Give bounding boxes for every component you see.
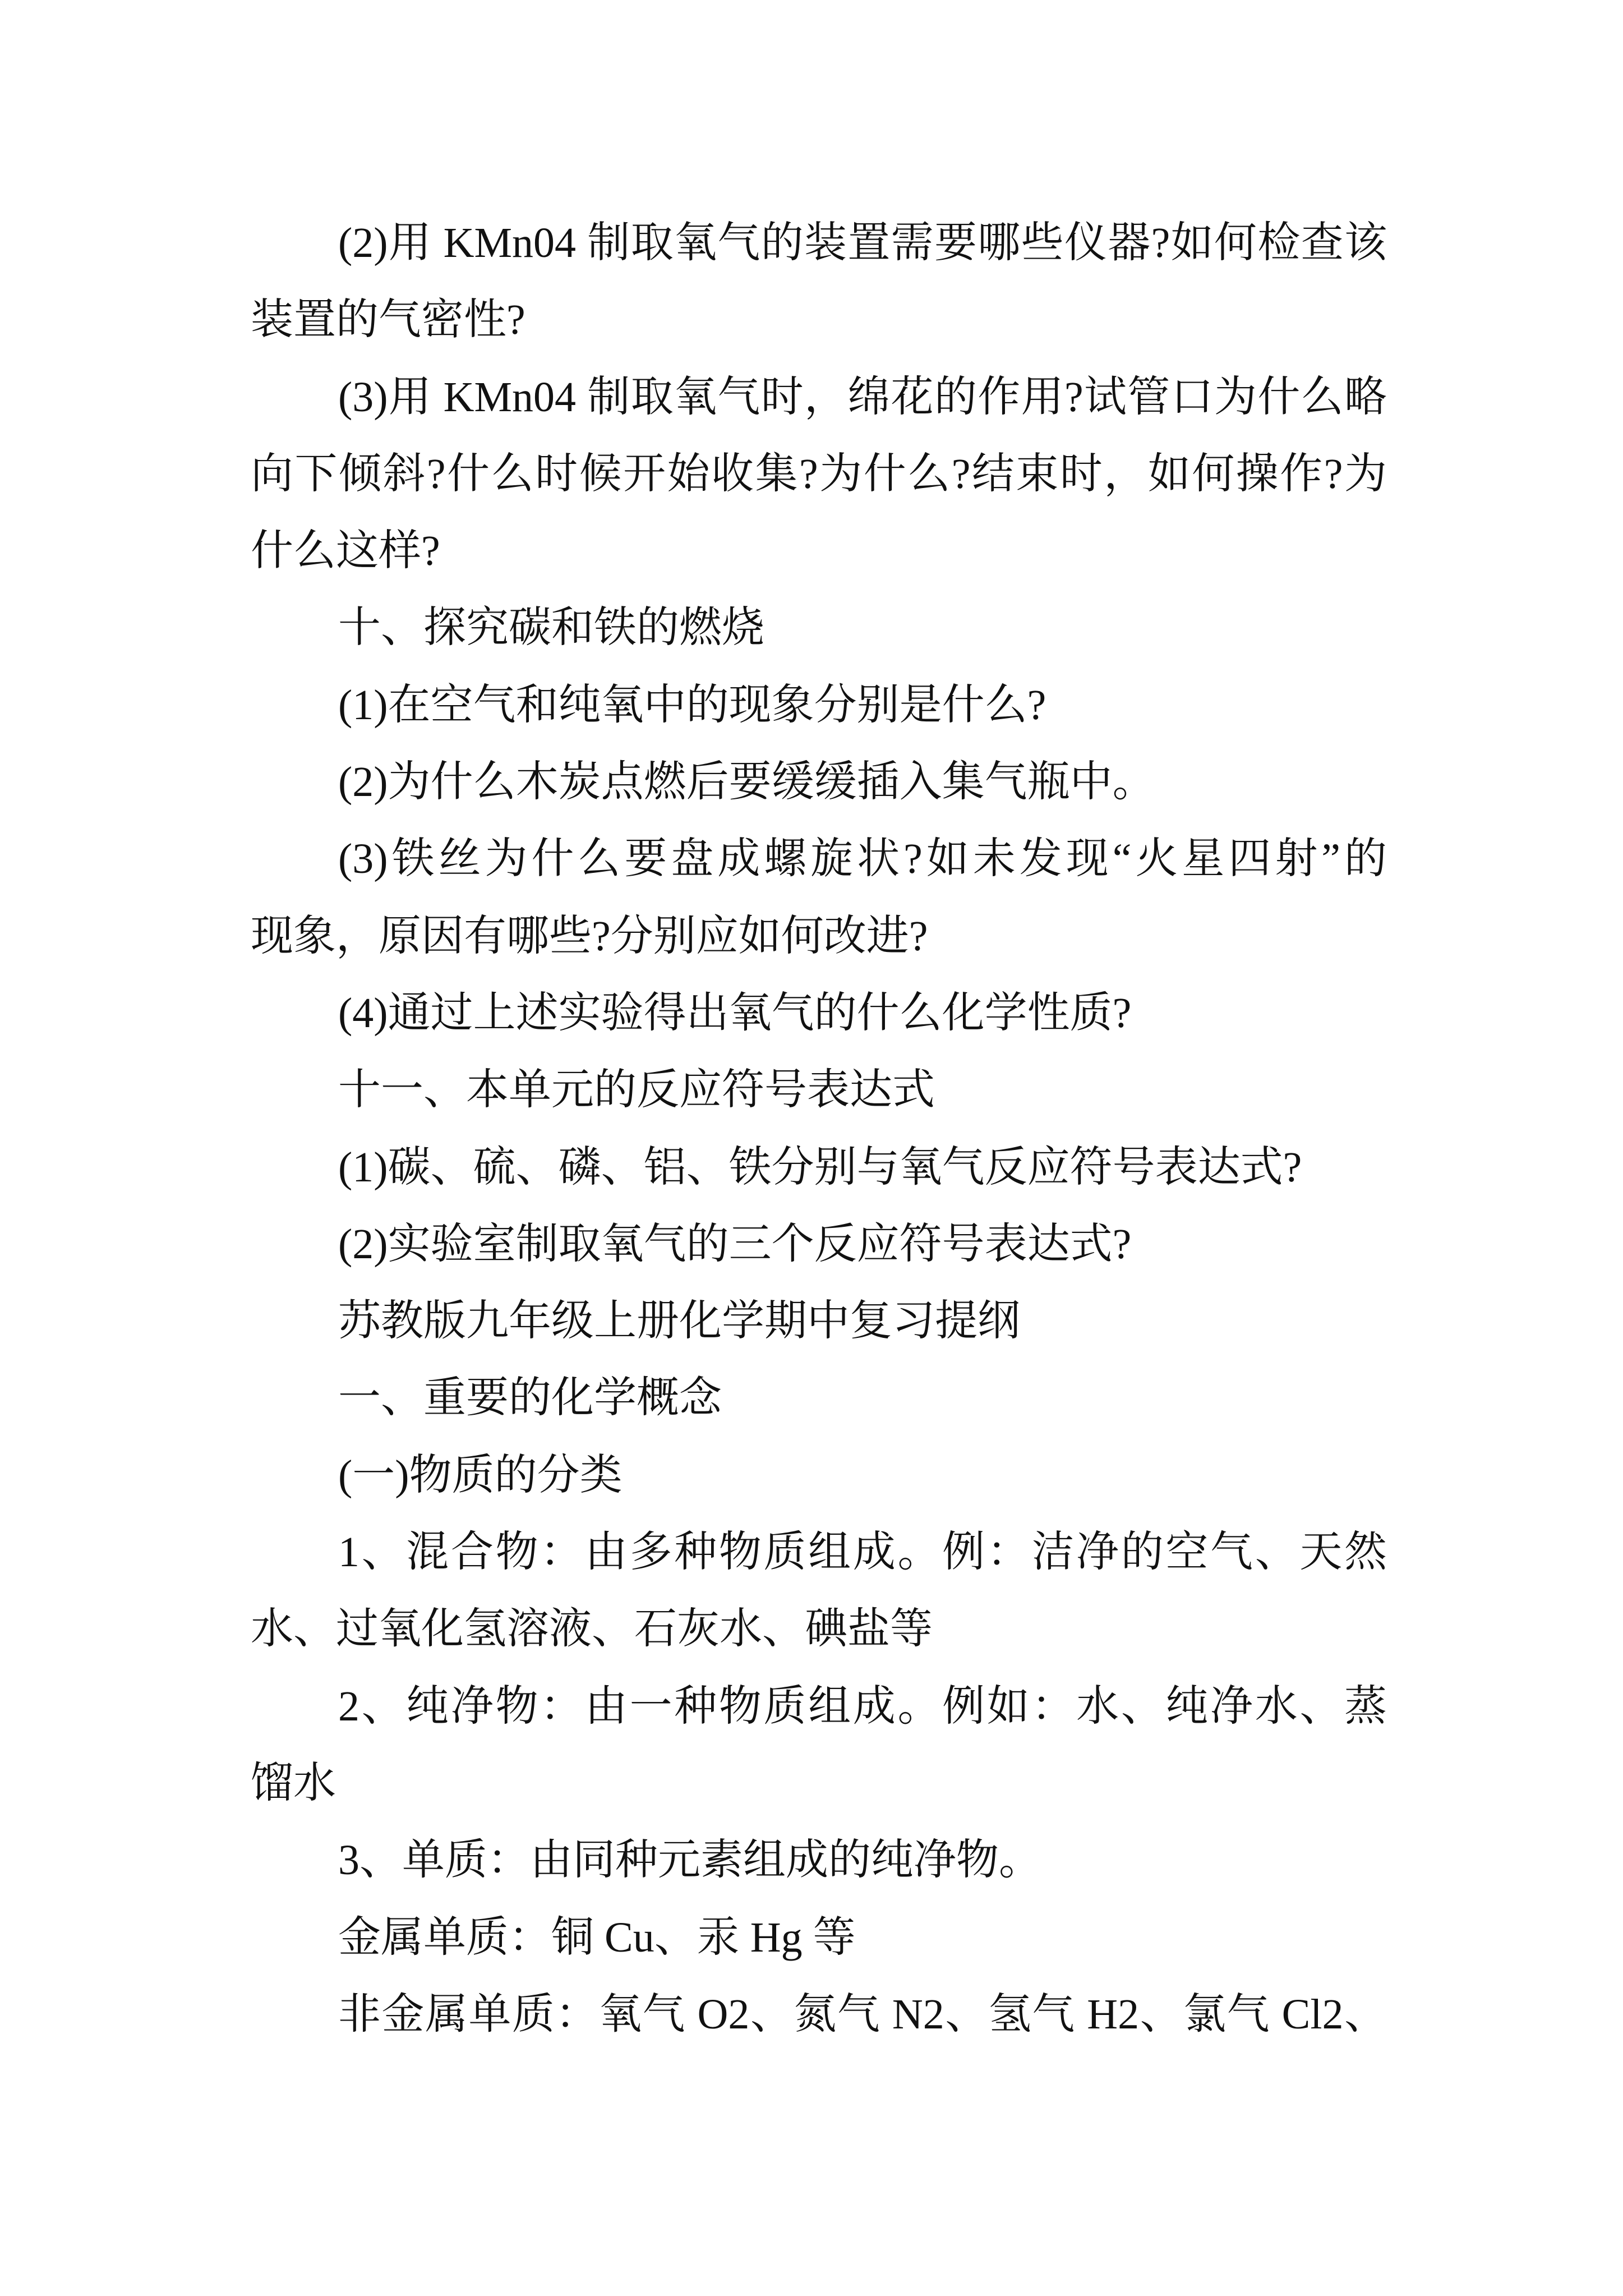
definition-paragraph bbox=[251, 1822, 1387, 1899]
paragraph-line: (3)铁丝为什么要盘成螺旋状?如未发现“火星四射”的 bbox=[338, 835, 1387, 883]
definition-paragraph bbox=[251, 1514, 1387, 1668]
paragraph-line: (1)在空气和纯氧中的现象分别是什么? bbox=[338, 681, 1046, 729]
section-heading-text: 一、重要的化学概念 bbox=[338, 1374, 722, 1422]
definition-paragraph bbox=[251, 1668, 1387, 1823]
question-paragraph bbox=[251, 744, 1387, 821]
paragraph-line: (4)通过上述实验得出氧气的什么化学性质? bbox=[338, 989, 1132, 1037]
question-paragraph bbox=[251, 1129, 1387, 1206]
paragraph-line: (3)用 KMn04 制取氧气时，绵花的作用?试管口为什么略 bbox=[338, 373, 1387, 421]
paragraph-line: (2)为什么木炭点燃后要缓缓插入集气瓶中。 bbox=[338, 758, 1155, 806]
document-title bbox=[251, 1283, 1387, 1360]
question-paragraph bbox=[251, 359, 1387, 590]
paragraph-line: 馏水 bbox=[251, 1759, 336, 1807]
subsection-heading bbox=[251, 1437, 1387, 1514]
subsection-heading-text: (一)物质的分类 bbox=[338, 1451, 623, 1499]
section-heading-text: 十一、本单元的反应符号表达式 bbox=[338, 1066, 935, 1114]
paragraph-line: 2、纯净物：由一种物质组成。例如：水、纯净水、蒸 bbox=[338, 1682, 1387, 1730]
paragraph-line: 装置的气密性? bbox=[251, 296, 525, 344]
paragraph-line: 现象，原因有哪些?分别应如何改进? bbox=[251, 912, 928, 960]
example-paragraph bbox=[251, 1899, 1387, 1976]
paragraph-line: (2)实验室制取氧气的三个反应符号表达式? bbox=[338, 1220, 1132, 1268]
paragraph-line: (1)碳、硫、磷、铝、铁分别与氧气反应符号表达式? bbox=[338, 1143, 1302, 1191]
paragraph-line: 3、单质：由同种元素组成的纯净物。 bbox=[338, 1837, 1041, 1884]
document-body bbox=[251, 205, 1387, 2053]
section-heading bbox=[251, 1360, 1387, 1437]
section-heading bbox=[251, 590, 1387, 666]
question-paragraph bbox=[251, 1206, 1387, 1283]
section-heading bbox=[251, 1052, 1387, 1129]
paragraph-line: 什么这样? bbox=[251, 527, 440, 575]
document-title-text: 苏教版九年级上册化学期中复习提纲 bbox=[338, 1297, 1020, 1345]
paragraph-line: (2)用 KMn04 制取氧气的装置需要哪些仪器?如何检查该 bbox=[338, 219, 1387, 266]
question-paragraph bbox=[251, 667, 1387, 744]
paragraph-line: 向下倾斜?什么时候开始收集?为什么?结束时，如何操作?为 bbox=[251, 450, 1387, 498]
paragraph-line: 非金属单质：氧气 O2、氮气 N2、氢气 H2、氯气 Cl2、 bbox=[338, 1990, 1387, 2038]
section-heading-text: 十、探究碳和铁的燃烧 bbox=[338, 604, 764, 652]
question-paragraph bbox=[251, 975, 1387, 1052]
question-paragraph bbox=[251, 205, 1387, 359]
paragraph-line: 水、过氧化氢溶液、石灰水、碘盐等 bbox=[251, 1605, 933, 1653]
paragraph-line: 金属单质：铜 Cu、汞 Hg 等 bbox=[338, 1913, 856, 1961]
paragraph-line: 1、混合物：由多种物质组成。例：洁净的空气、天然 bbox=[338, 1529, 1387, 1576]
question-paragraph bbox=[251, 821, 1387, 975]
example-paragraph bbox=[251, 1976, 1387, 2053]
